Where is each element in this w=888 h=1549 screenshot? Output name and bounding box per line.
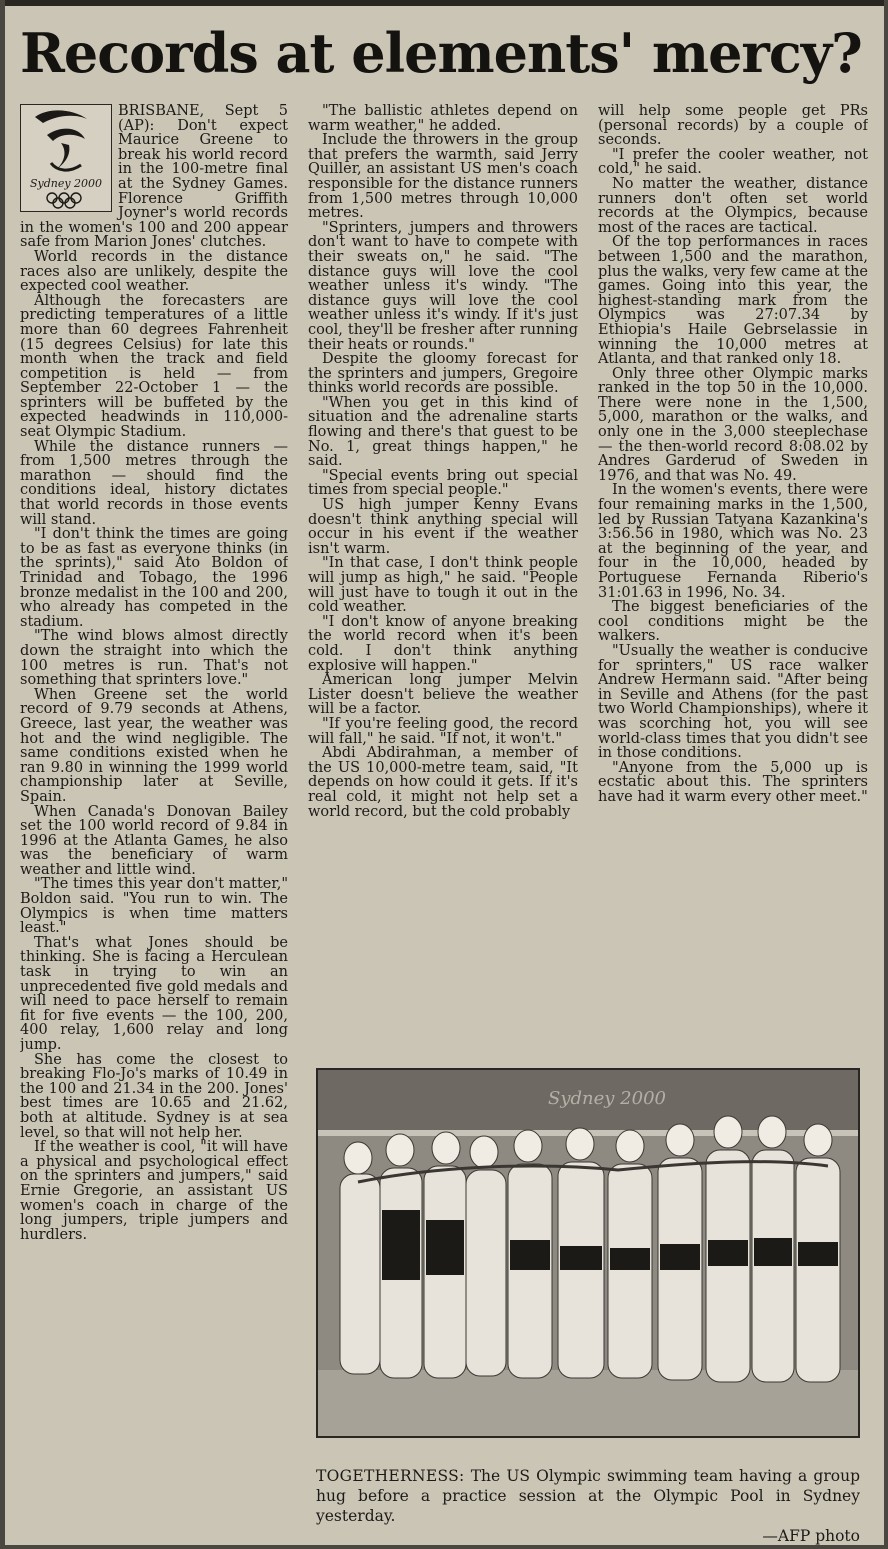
photo-credit: —AFP photo <box>762 1527 860 1545</box>
paragraph: Despite the gloomy forecast for the sprinters and jumpers, Gregoire thinks world records are possible. <box>308 351 578 397</box>
paragraph: "In that case, I don't think people will jump as high," he said. "People will just have to tough it out in the cold weather. <box>308 555 578 616</box>
paragraph: In the women's events, there were four remaining marks in the 1,500, led by Russian Tatyana Kazankina's 3:56.56 in 1980, which was No. 23 at the beginning of the year, and four in the 10,000, headed by Portuguese Fernanda Riberio's 31:01.63 in 1996, No. 34. <box>598 482 868 601</box>
headline: Records at elements' mercy? <box>20 21 862 85</box>
caption-text: The US Olympic swimming team having a group hug before a practice session at the Olympic Pool in Sydney yesterday. <box>316 1467 860 1525</box>
paragraph: When Greene set the world record of 9.79 seconds at Athens, Greece, last year, the weather was hot and the wind negligible. The same conditions existed when he ran 9.80 in winning the 1999 world championship later at Seville, Spain. <box>20 686 288 805</box>
caption-lead: TOGETHERNESS: <box>316 1467 465 1485</box>
right-border <box>884 0 888 1549</box>
paragraph: American long jumper Melvin Lister doesn't believe the weather will be a factor. <box>308 672 578 718</box>
photo-caption <box>316 1466 860 1545</box>
paragraph: Although the forecasters are predicting temperatures of a little more than 60 degrees Fahrenheit (15 degrees Celsius) for late this month when the track and field competition is held — from September 22-October 1 — the sprinters will be buffeted by the expected headwinds in 110,000-seat Olympic Stadium. <box>20 292 288 441</box>
top-border <box>0 0 888 6</box>
paragraph-text: Don't expect Maurice Greene to break his world record in the 100-metre final at the Sydney Games. Florence Griffith Joyner's world records in the women's 100 and 200 appear safe from Marion Jones' clutches. <box>20 117 288 251</box>
article-column-3 <box>598 104 868 1054</box>
paragraph: That's what Jones should be thinking. She is facing a Herculean task in trying to win an unprecedented five gold medals and will need to pace herself to remain fit for five events — the 100, 200, 400 relay, 1,600 relay and long jump. <box>20 934 288 1053</box>
paragraph: "Special events bring out special times from special people." <box>308 467 578 499</box>
paragraph: "Anyone from the 5,000 up is ecstatic about this. The sprinters have had it warm every other meet." <box>598 759 868 805</box>
paragraph: The biggest beneficiaries of the cool conditions might be the walkers. <box>598 599 868 645</box>
paragraph: Abdi Abdirahman, a member of the US 10,000-metre team, said, "It depends on how could it gets. If it's real cold, it might not help set a world record, but the cold probably <box>308 745 578 820</box>
paragraph: "Usually the weather is conducive for sprinters," US race walker Andrew Hermann said. "After being in Seville and Athens (for the past two World Championships), where it was scorching hot, you will see world-class times that you didn't see in those conditions. <box>598 642 868 762</box>
paragraph: While the distance runners — from 1,500 metres through the marathon — should find the conditions ideal, history dictates that world records in those events will stand. <box>20 438 288 528</box>
article-column-1 <box>20 104 288 1524</box>
paragraph: US high jumper Kenny Evans doesn't think anything special will occur in his event if the weather isn't warm. <box>308 497 578 557</box>
paragraph: Of the top performances in races between 1,500 and the marathon, plus the walks, very few came at the games. Going into this year, the highest-standing mark from the Olympics was 27:07.34 by Ethiopia's Haile Gebrselassie in winning the 10,000 metres at Atlanta, and that ranked only 18. <box>598 234 868 368</box>
paragraph: Only three other Olympic marks ranked in the top 50 in the 10,000. There were none in the 1,500, 5,000, marathon or the walks, and only one in the 3,000 steeplechase — the then-world record 8:08.02 by Andres Garderud of Sweden in 1976, and that was No. 49. <box>598 365 868 484</box>
paragraph: "Sprinters, jumpers and throwers don't want to have to compete with their sweats on," he said. "The distance guys will love the cool weather unless it's windy. "The distance guys will love the cool weather unless it's windy. If it's just cool, they'll be fresher after running their heats or rounds." <box>308 219 578 353</box>
paragraph: will help some people get PRs (personal records) by a couple of seconds. <box>598 104 868 149</box>
paragraph: No matter the weather, distance runners don't often set world records at the Olympics, because most of the races are tactical. <box>598 175 868 236</box>
paragraph: Include the throwers in the group that prefers the warmth, said Jerry Quiller, an assistant US men's coach responsible for the distance runners from 1,500 metres through 10,000 metres. <box>308 132 578 222</box>
photo-banner-text: Sydney 2000 <box>548 1088 666 1109</box>
left-border <box>0 0 5 1549</box>
sydney-2000-logo <box>20 104 112 212</box>
logo-wordmark: Sydney 2000 <box>29 177 103 190</box>
dateline: BRISBANE, Sept 5 (AP): <box>118 104 288 134</box>
paragraph: "I don't know of anyone breaking the world record when it's been cold. I don't think anything explosive will happen." <box>308 613 578 674</box>
paragraph: "The wind blows almost directly down the straight into which the 100 metres is run. That's not something that sprinters love." <box>20 628 288 689</box>
paragraph: "If you're feeling good, the record will fall," he said. "If not, it won't." <box>308 715 578 747</box>
paragraph: She has come the closest to breaking Flo-Jo's marks of 10.49 in the 100 and 21.34 in the 200. Jones' best times are 10.65 and 21.62, both at altitude. Sydney is at sea level, so that will not help her. <box>20 1051 288 1141</box>
article-column-2 <box>308 104 578 1040</box>
paragraph: "The times this year don't matter," Boldon said. "You run to win. The Olympics is when time matters least." <box>20 876 288 937</box>
team-photo <box>316 1068 860 1438</box>
paragraph: "When you get in this kind of situation and the adrenaline starts flowing and there's that guest to be No. 1, great things happen," he said. <box>308 394 578 470</box>
paragraph: If the weather is cool, "it will have a physical and psychological effect on the sprinters and jumpers," said Ernie Gregorie, an assistant US women's coach in charge of the long jumpers, triple jumpers and hurdlers. <box>20 1139 288 1243</box>
paragraph: "I prefer the cooler weather, not cold," he said. <box>598 146 868 178</box>
paragraph: "The ballistic athletes depend on warm weather," he added. <box>308 104 578 134</box>
paragraph: World records in the distance races also are unlikely, despite the expected cool weather. <box>20 248 288 295</box>
paragraph: "I don't think the times are going to be as fast as everyone thinks (in the sprints)," said Ato Boldon of Trinidad and Tobago, the 1996 bronze medalist in the 100 and 200, who already has competed in the stadium. <box>20 526 288 630</box>
paragraph: When Canada's Donovan Bailey set the 100 world record of 9.84 in 1996 at the Atlanta Games, he also was the beneficiary of warm weather and little wind. <box>20 803 288 878</box>
